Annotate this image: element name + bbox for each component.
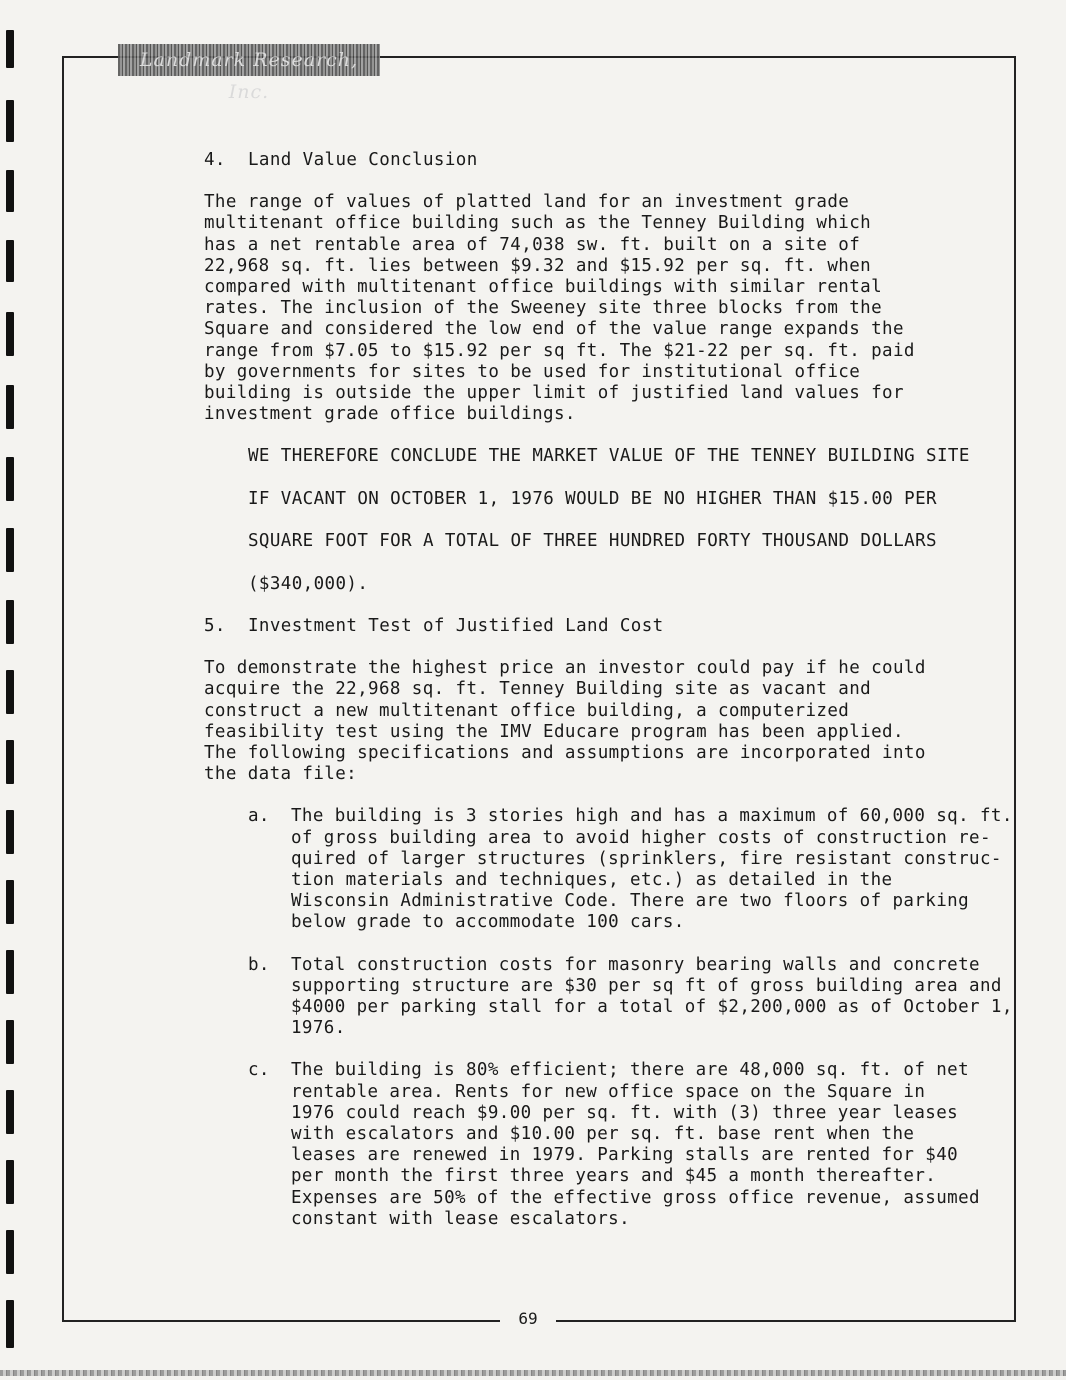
text-line: Square and considered the low end of the value range expands the xyxy=(204,319,904,340)
text-line: 1976. xyxy=(291,1018,346,1039)
section-heading xyxy=(204,616,1004,637)
binder-mark xyxy=(6,457,14,501)
text-line: rentable area. Rents for new office space on the Square in xyxy=(291,1081,926,1102)
item-label: b. xyxy=(248,954,270,975)
binder-mark xyxy=(6,1090,14,1134)
section-number: 5. xyxy=(204,616,226,636)
binder-mark xyxy=(6,740,14,784)
page-number: 69 xyxy=(500,1306,556,1332)
text-line: quired of larger structures (sprinklers, fire resistant construc- xyxy=(291,848,1002,869)
text-line: construct a new multitenant office building, a computerized xyxy=(204,700,850,721)
binder-mark xyxy=(6,100,14,142)
text-line: feasibility test using the IMV Educare program has been applied. xyxy=(204,721,904,742)
binder-mark xyxy=(6,880,14,924)
text-line: per month the first three years and $45 a month thereafter. xyxy=(291,1166,937,1187)
binder-mark xyxy=(6,600,14,644)
text-line: investment grade office buildings. xyxy=(204,404,576,425)
text-line: $4000 per parking stall for a total of $2,200,000 as of October 1, xyxy=(291,997,1013,1018)
section-heading xyxy=(204,150,1004,171)
text-line: Expenses are 50% of the effective gross office revenue, assumed xyxy=(291,1187,980,1208)
conclusion-line: ($340,000). xyxy=(248,573,369,594)
text-line: The following specifications and assumptions are incorporated into xyxy=(204,743,926,764)
binder-mark xyxy=(6,1300,14,1348)
binder-mark xyxy=(6,1020,14,1064)
text-line: compared with multitenant office buildings with similar rental xyxy=(204,277,883,298)
text-line: tion materials and techniques, etc.) as detailed in the xyxy=(291,870,893,891)
text-line: rates. The inclusion of the Sweeney site three blocks from the xyxy=(204,298,883,319)
text-line: The building is 3 stories high and has a maximum of 60,000 sq. ft. xyxy=(291,806,1013,827)
item-text xyxy=(291,955,1013,1040)
section-title: Investment Test of Justified Land Cost xyxy=(248,616,664,636)
text-line: the data file: xyxy=(204,764,358,785)
binder-mark xyxy=(6,312,14,356)
section-title: Land Value Conclusion xyxy=(248,150,478,170)
market-value-conclusion xyxy=(248,446,1004,594)
header-banner: Landmark Research, Inc. xyxy=(118,44,380,76)
text-line: acquire the 22,968 sq. ft. Tenney Building site as vacant and xyxy=(204,679,872,700)
text-line: has a net rentable area of 74,038 sw. ft. built on a site of xyxy=(204,234,861,255)
binder-mark xyxy=(6,1160,14,1204)
item-text xyxy=(291,806,1013,933)
text-line: 1976 could reach $9.00 per sq. ft. with (3) three year leases xyxy=(291,1102,959,1123)
text-line: building is outside the upper limit of justified land values for xyxy=(204,383,904,404)
text-line: The building is 80% efficient; there are 48,000 sq. ft. of net xyxy=(291,1060,970,1081)
document-body xyxy=(204,150,1013,1251)
binder-mark xyxy=(6,1230,14,1274)
item-label: c. xyxy=(248,1060,270,1081)
text-line: Wisconsin Administrative Code. There are two floors of parking xyxy=(291,891,970,912)
conclusion-line: SQUARE FOOT FOR A TOTAL OF THREE HUNDRED FORTY THOUSAND DOLLARS xyxy=(248,531,937,552)
text-line: below grade to accommodate 100 cars. xyxy=(291,912,685,933)
binder-mark xyxy=(6,810,14,854)
text-line: multitenant office building such as the Tenney Building which xyxy=(204,213,872,234)
list-item xyxy=(248,1060,1004,1230)
text-line: supporting structure are $30 per sq ft of gross building area and xyxy=(291,975,1002,996)
text-line: range from $7.05 to $15.92 per sq ft. The $21-22 per sq. ft. paid xyxy=(204,340,915,361)
text-line: of gross building area to avoid higher costs of construction re- xyxy=(291,827,991,848)
binder-mark xyxy=(6,950,14,994)
land-value-paragraph xyxy=(204,192,1004,425)
text-line: 22,968 sq. ft. lies between $9.32 and $15.92 per sq. ft. when xyxy=(204,255,872,276)
section-number: 4. xyxy=(204,150,226,170)
text-line: The range of values of platted land for an investment grade xyxy=(204,192,850,213)
scan-edge-strip xyxy=(0,1370,1066,1376)
conclusion-line: WE THEREFORE CONCLUDE THE MARKET VALUE OF THE TENNEY BUILDING SITE xyxy=(248,446,970,467)
text-line: leases are renewed in 1979. Parking stalls are rented for $40 xyxy=(291,1145,959,1166)
binder-mark xyxy=(6,30,14,68)
binder-mark xyxy=(6,170,14,212)
list-item xyxy=(248,806,1013,933)
investment-test-paragraph xyxy=(204,658,1004,785)
text-line: by governments for sites to be used for institutional office xyxy=(204,361,861,382)
item-text xyxy=(291,1060,980,1230)
binder-mark xyxy=(6,240,14,282)
item-label: a. xyxy=(248,806,270,827)
binder-mark xyxy=(6,528,14,572)
binder-mark xyxy=(6,385,14,429)
conclusion-line: IF VACANT ON OCTOBER 1, 1976 WOULD BE NO HIGHER THAN $15.00 PER xyxy=(248,488,937,509)
text-line: constant with lease escalators. xyxy=(291,1208,631,1229)
text-line: with escalators and $10.00 per sq. ft. base rent when the xyxy=(291,1124,915,1145)
list-item xyxy=(248,954,1013,1040)
binder-mark xyxy=(6,670,14,714)
text-line: To demonstrate the highest price an investor could pay if he could xyxy=(204,658,926,679)
text-line: Total construction costs for masonry bearing walls and concrete xyxy=(291,954,980,975)
binder-marks xyxy=(6,30,16,1370)
